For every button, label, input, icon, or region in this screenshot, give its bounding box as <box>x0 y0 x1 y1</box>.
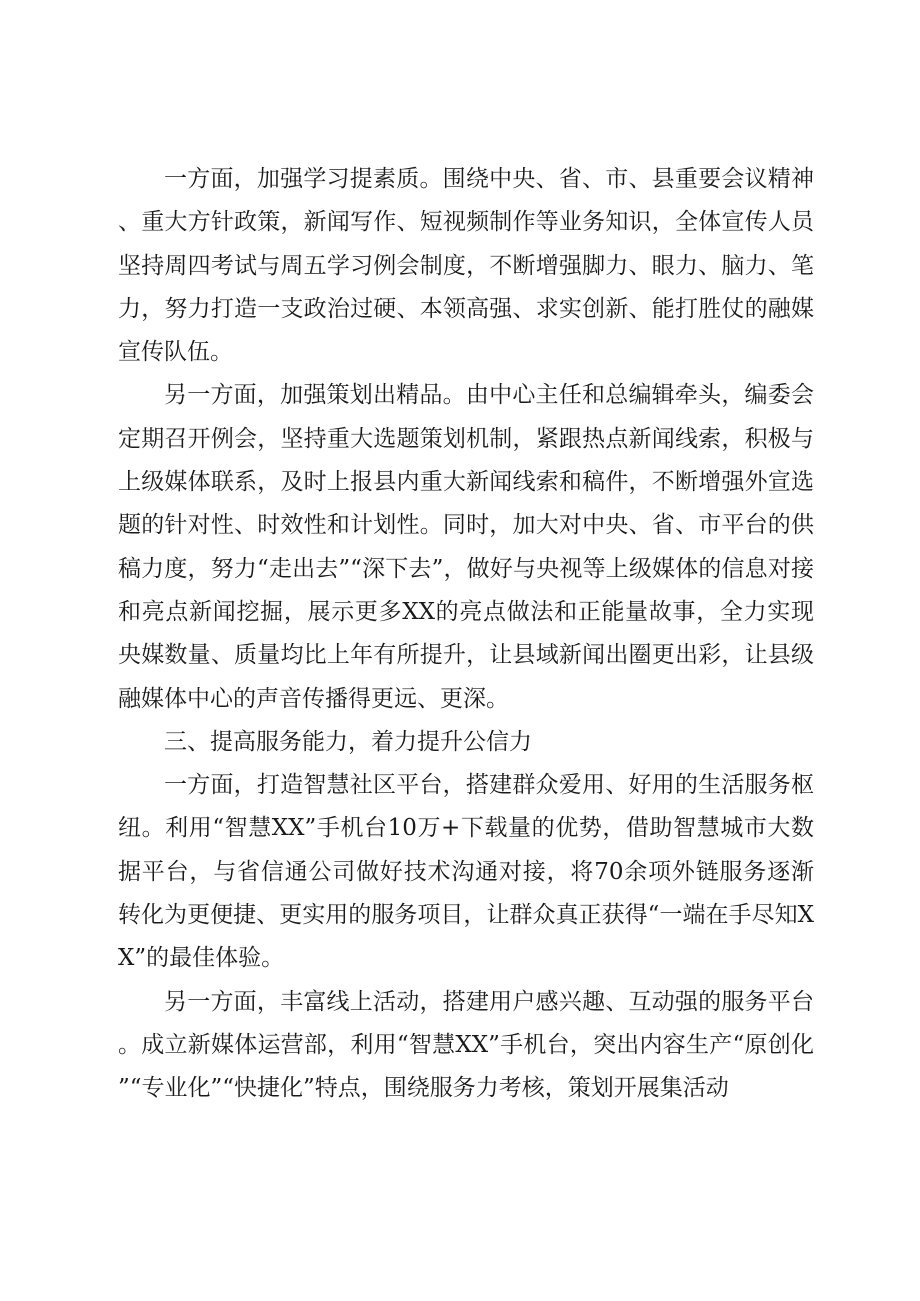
paragraph-smart-community: 一方面，打造智慧社区平台，搭建群众爱用、好用的生活服务枢纽。利用“智慧XX”手机台10万+下载量的优势，借助智慧城市大数据平台，与省信通公司做好技术沟通对接，将70余项外链服务逐渐转化为更便捷、更实用的服务项目，让群众真正获得“一端在手尽知XX”的最佳体验。 <box>118 772 814 972</box>
paragraph-online-activities: 另一方面，丰富线上活动，搭建用户感兴趣、互动强的服务平台。成立新媒体运营部，利用“智慧XX”手机台，突出内容生产“原创化”“专业化”“快捷化”特点，围绕服务力考核，策划开展集活动 <box>118 988 814 1102</box>
paragraph-planning: 另一方面，加强策划出精品。由中心主任和总编辑牵头，编委会定期召开例会，坚持重大选题策划机制，紧跟热点新闻线索，积极与上级媒体联系，及时上报县内重大新闻线索和稿件，不断增强外宣选题的针对性、时效性和计划性。同时，加大对中央、省、市平台的供稿力度，努力“走出去”“深下去”，做好与央视等上级媒体的信息对接和亮点新闻挖掘，展示更多XX的亮点做法和正能量故事，全力实现央媒数量、质量均比上年有所提升，让县域新闻出圈更出彩，让县级融媒体中心的声音传播得更远、更深。 <box>118 382 814 712</box>
section-heading: 三、提高服务能力，着力提升公信力 <box>164 728 532 755</box>
document-body <box>118 158 814 1111</box>
paragraph-study: 一方面，加强学习提素质。围绕中央、省、市、县重要会议精神、重大方针政策，新闻写作、短视频制作等业务知识，全体宣传人员坚持周四考试与周五学习例会制度，不断增强脚力、眼力、脑力、笔力，努力打造一支政治过硬、本领高强、求实创新、能打胜仗的融媒宣传队伍。 <box>118 166 814 366</box>
